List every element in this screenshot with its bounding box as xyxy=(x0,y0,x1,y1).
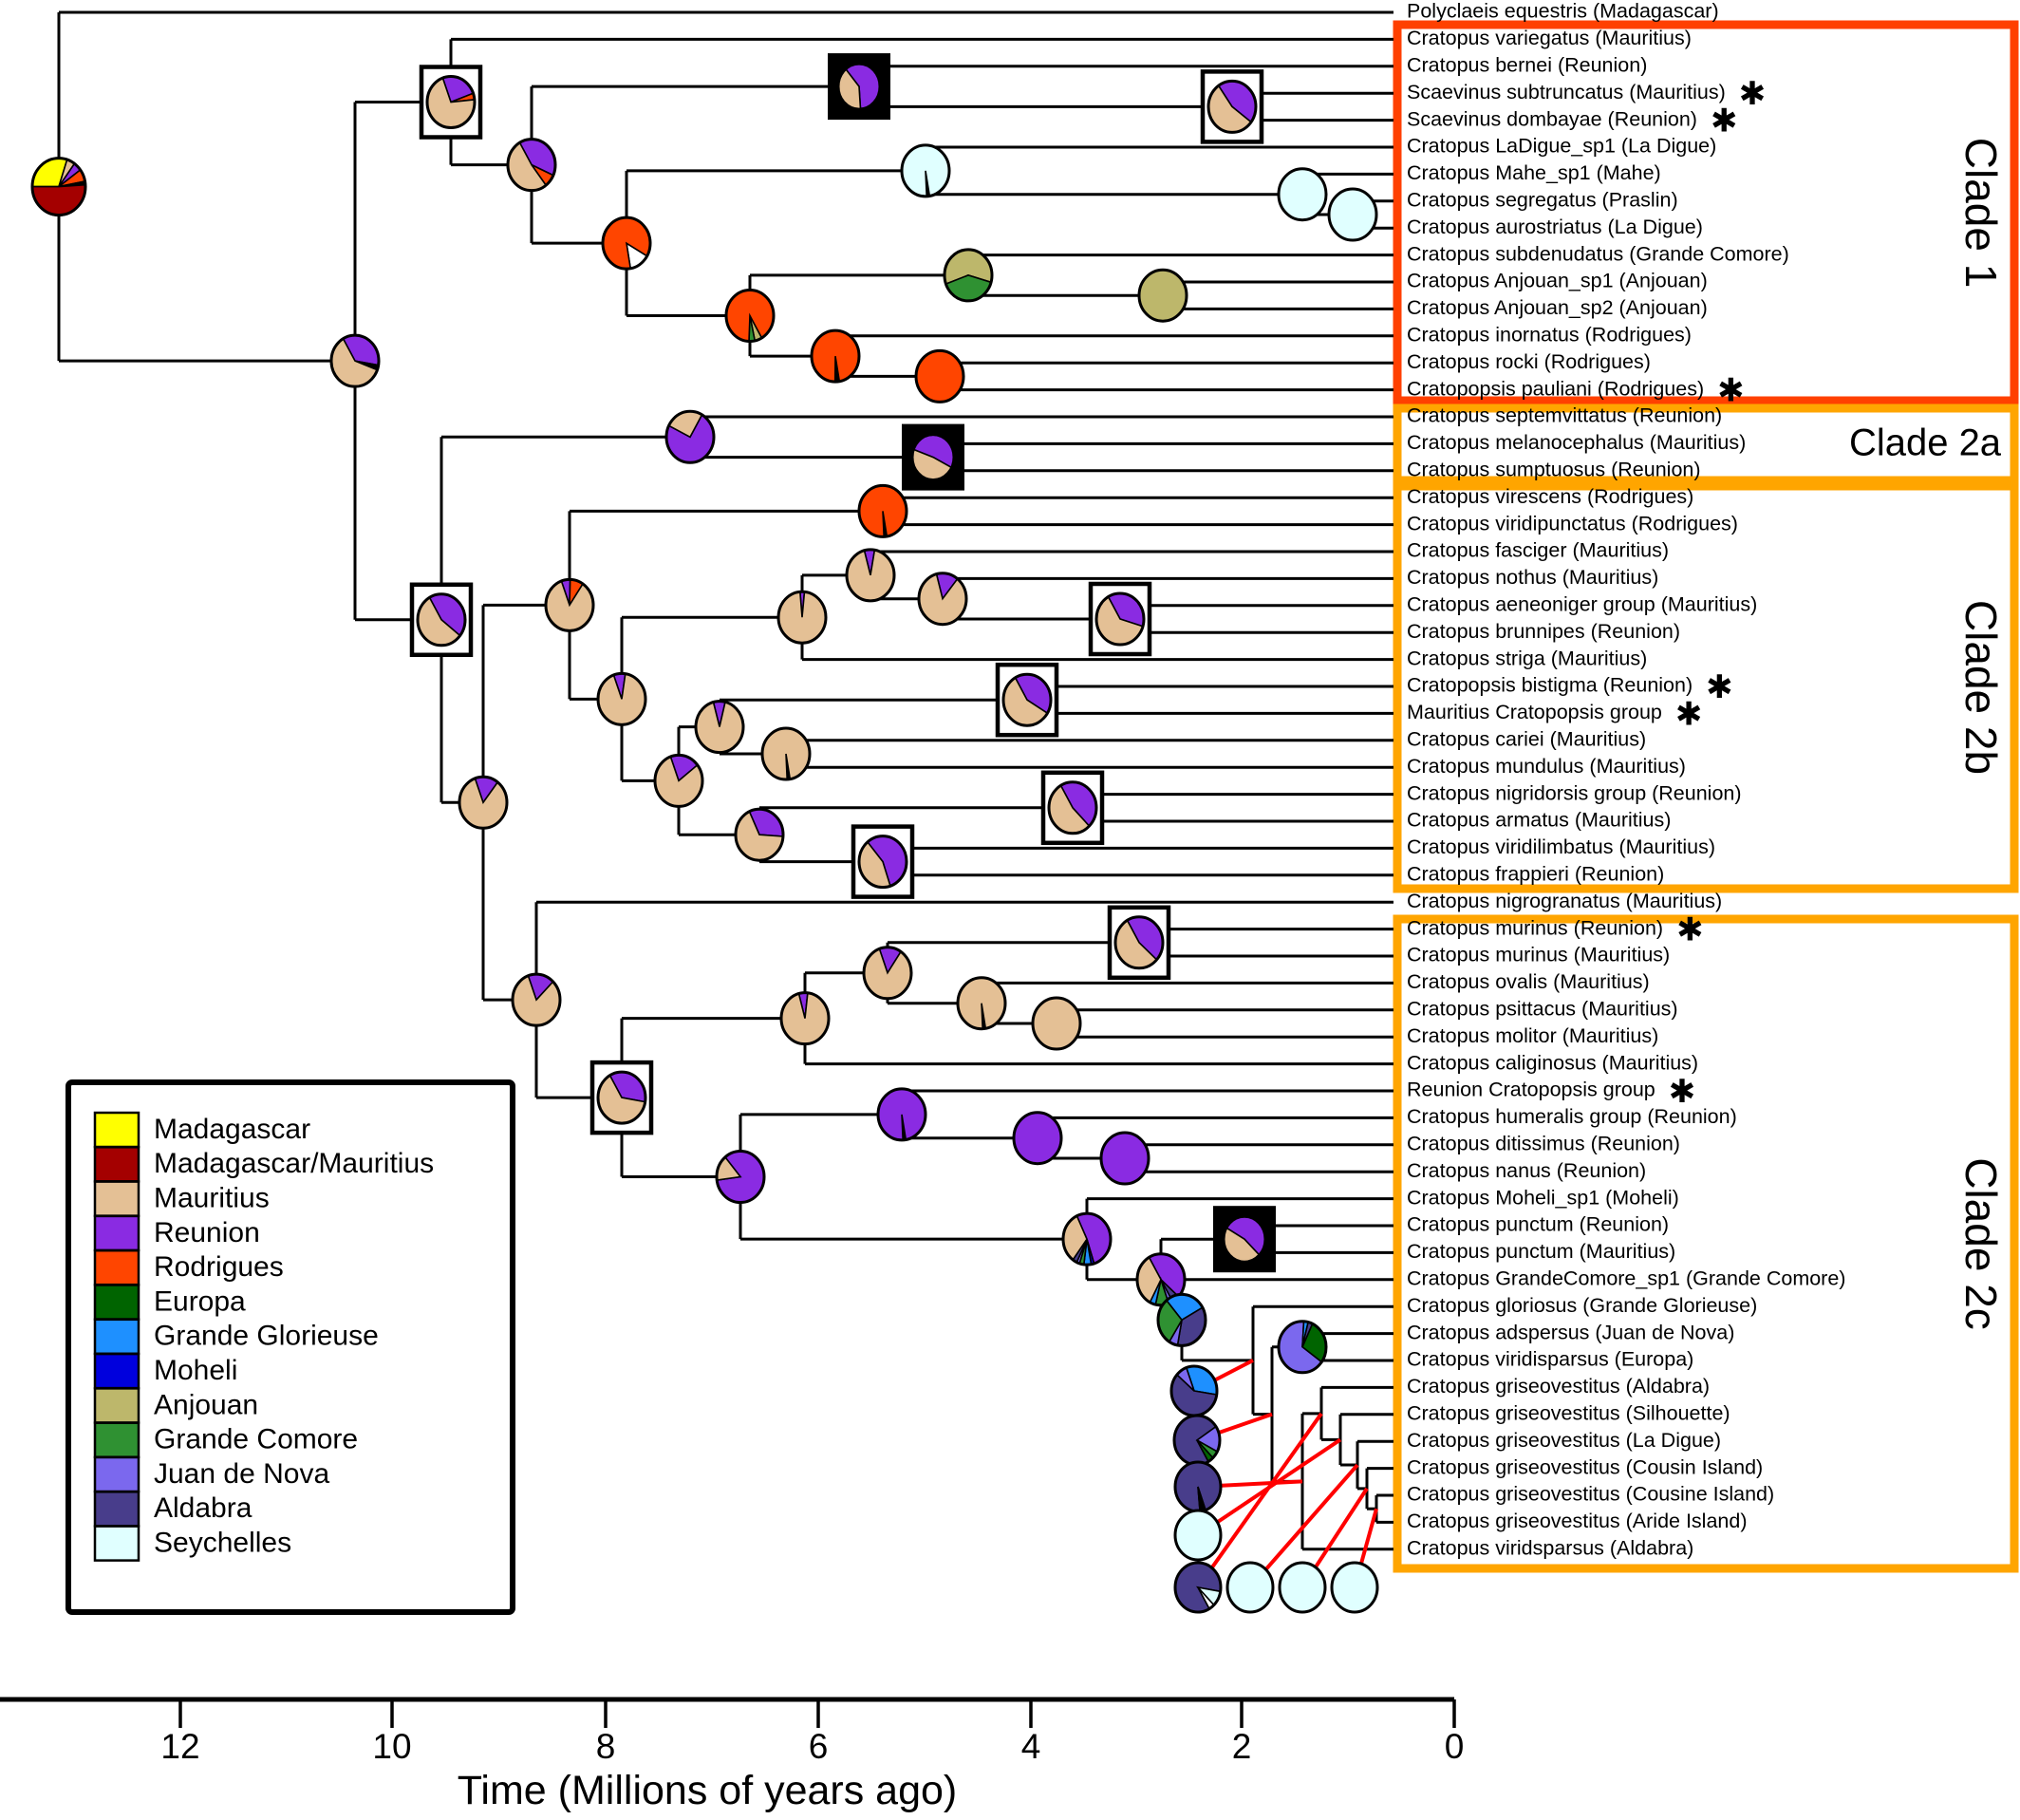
tip-label-t36: Cratopus ovalis (Mauritius) xyxy=(1407,970,1650,994)
clade-label: Clade 1 xyxy=(1955,137,2006,289)
legend-swatch-ye xyxy=(95,1113,139,1147)
node-pie-Xg2 xyxy=(1175,1510,1221,1560)
tip-label-t46: Cratopus punctum (Mauritius) xyxy=(1407,1240,1676,1264)
tip-label-t13: Cratopus rocki (Rodrigues) xyxy=(1407,349,1651,373)
tip-label-t4: Scaevinus dombayae (Reunion) xyxy=(1407,107,1697,131)
node-pie-NF xyxy=(1279,169,1326,220)
legend-swatch-gc xyxy=(95,1423,139,1457)
legend-swatch-mo xyxy=(95,1354,139,1388)
node-pie-root xyxy=(32,159,85,216)
tip-label-t10: Cratopus Anjouan_sp1 (Anjouan) xyxy=(1407,269,1708,292)
pie-connector-lines xyxy=(1194,1360,1376,1587)
tip-label-t19: Cratopus viridipunctatus (Rodrigues) xyxy=(1407,512,1738,535)
node-pie-NG-slice xyxy=(1329,189,1376,240)
tip-label-t6: Cratopus Mahe_sp1 (Mahe) xyxy=(1407,161,1661,185)
legend-swatch-ta xyxy=(95,1182,139,1216)
tip-label-t12: Cratopus inornatus (Rodrigues) xyxy=(1407,323,1692,347)
node-pie-nVir xyxy=(859,485,907,536)
axis-tick-label-10: 10 xyxy=(372,1727,412,1766)
tip-label-t25: Cratopopsis bistigma (Reunion) xyxy=(1407,673,1693,697)
node-pie-Xg4 xyxy=(1280,1563,1325,1612)
legend-swatch-mm xyxy=(95,1147,139,1181)
legend-swatch-an xyxy=(95,1388,139,1422)
asterisk-t3: ✱ xyxy=(1738,76,1767,113)
tip-label-t8: Cratopus aurostriatus (La Digue) xyxy=(1407,215,1703,238)
node-pie-NI xyxy=(726,291,774,342)
tip-label-t20: Cratopus fasciger (Mauritius) xyxy=(1407,538,1670,562)
tip-label-t32: Cratopus frappieri (Reunion) xyxy=(1407,862,1665,886)
tip-label-t30: Cratopus armatus (Mauritius) xyxy=(1407,808,1672,832)
tip-label-t34: Cratopus murinus (Reunion) xyxy=(1407,916,1664,940)
node-pie-N16 xyxy=(418,594,465,646)
clade-label: Clade 2b xyxy=(1955,599,2006,776)
node-pie-NK xyxy=(1139,270,1187,321)
tip-label-t27: Cratopus cariei (Mauritius) xyxy=(1407,727,1647,751)
legend-label: Grande Glorieuse xyxy=(154,1320,379,1352)
node-pie-X1 xyxy=(1279,1322,1326,1373)
node-pie-NK-slice xyxy=(1139,270,1187,321)
node-pie-W11 xyxy=(1158,1294,1206,1345)
tip-label-t44: Cratopus Moheli_sp1 (Moheli) xyxy=(1407,1186,1679,1210)
tip-label-t57: Cratopus viridsparsus (Aldabra) xyxy=(1407,1536,1694,1560)
tip-label-t45: Cratopus punctum (Reunion) xyxy=(1407,1212,1670,1236)
node-pie-NH xyxy=(603,217,650,269)
tip-label-t55: Cratopus griseovestitus (Cousine Island) xyxy=(1407,1482,1775,1506)
axis-tick-label-6: 6 xyxy=(808,1727,829,1766)
tip-label-t39: Cratopus caliginosus (Mauritius) xyxy=(1407,1051,1699,1075)
tip-label-t33: Cratopus nigrogranatus (Mauritius) xyxy=(1407,889,1723,912)
asterisk-t14: ✱ xyxy=(1717,372,1745,409)
tip-label-t28: Cratopus mundulus (Mauritius) xyxy=(1407,754,1686,778)
node-pie-NL xyxy=(812,330,859,382)
node-pie-ND xyxy=(1208,81,1256,132)
node-pie-W5 xyxy=(958,978,1005,1029)
asterisk-t34: ✱ xyxy=(1676,911,1704,948)
legend-swatch-gg xyxy=(95,1320,139,1354)
legend-label: Europa xyxy=(154,1285,246,1318)
tip-label-t7: Cratopus segregatus (Praslin) xyxy=(1407,188,1678,212)
asterisk-t25: ✱ xyxy=(1706,668,1733,705)
tip-label-t52: Cratopus griseovestitus (Silhouette) xyxy=(1407,1401,1730,1425)
tip-label-t35: Cratopus murinus (Mauritius) xyxy=(1407,943,1671,966)
node-pie-C3 xyxy=(1096,593,1144,645)
node-pie-nF xyxy=(736,809,783,860)
tip-label-t31: Cratopus viridilimbatus (Mauritius) xyxy=(1407,835,1715,859)
node-pie-mB xyxy=(1115,917,1163,968)
legend-label: Aldabra xyxy=(154,1492,252,1525)
axis-tick-label-2: 2 xyxy=(1231,1727,1252,1766)
legend-label: Reunion xyxy=(154,1216,260,1248)
node-pie-Xg2-slice xyxy=(1175,1510,1221,1560)
tip-label-t1: Cratopus variegatus (Mauritius) xyxy=(1407,27,1692,50)
node-pie-NA xyxy=(427,76,475,127)
tip-label-t41: Cratopus humeralis group (Reunion) xyxy=(1407,1105,1737,1129)
legend-swatch-ju xyxy=(95,1457,139,1492)
tip-label-t16: Cratopus melanocephalus (Mauritius) xyxy=(1407,431,1747,455)
tip-label-t53: Cratopus griseovestitus (La Digue) xyxy=(1407,1428,1722,1452)
node-pie-N19 xyxy=(666,411,714,462)
axis-tick-label-0: 0 xyxy=(1444,1727,1465,1766)
node-pie-NM-slice xyxy=(916,350,963,402)
legend-label: Madagascar/Mauritius xyxy=(154,1148,435,1180)
legend-swatch-se xyxy=(95,1527,139,1561)
node-pie-W5b xyxy=(1033,998,1080,1049)
node-pie-T4 xyxy=(1003,674,1051,725)
node-pie-Xg3 xyxy=(1227,1563,1273,1612)
node-pie-W4 xyxy=(864,948,911,999)
node-pie-NB xyxy=(508,140,555,191)
node-pie-Xg5 xyxy=(1332,1563,1377,1612)
tip-label-t5: Cratopus LaDigue_sp1 (La Digue) xyxy=(1407,134,1717,158)
legend xyxy=(68,1082,513,1612)
tip-label-t14: Cratopopsis pauliani (Rodrigues) xyxy=(1407,377,1705,401)
tip-label-t49: Cratopus adspersus (Juan de Nova) xyxy=(1407,1321,1735,1344)
legend-swatch-ro xyxy=(95,1250,139,1285)
tip-label-t24: Cratopus striga (Mauritius) xyxy=(1407,647,1648,670)
asterisk-t26: ✱ xyxy=(1674,696,1703,733)
node-pie-T8 xyxy=(859,836,907,888)
node-pie-Xg4-slice xyxy=(1280,1563,1325,1612)
tip-label-t11: Cratopus Anjouan_sp2 (Anjouan) xyxy=(1407,296,1708,320)
node-pie-NE xyxy=(902,145,949,197)
clade-label: Clade 2a xyxy=(1848,422,2002,464)
tip-label-t42: Cratopus ditissimus (Reunion) xyxy=(1407,1132,1680,1155)
tip-label-t23: Cratopus brunnipes (Reunion) xyxy=(1407,619,1681,643)
tip-label-t38: Cratopus molitor (Mauritius) xyxy=(1407,1023,1659,1047)
node-pie-NM xyxy=(916,350,963,402)
node-pie-NC xyxy=(838,64,880,109)
node-pie-V1 xyxy=(459,777,507,828)
tip-label-t21: Cratopus nothus (Mauritius) xyxy=(1407,566,1659,590)
node-pie-W0 xyxy=(513,974,560,1025)
time-axis xyxy=(0,1699,1464,1813)
node-pie-T0 xyxy=(778,591,826,643)
node-pie-NF-slice xyxy=(1279,169,1326,220)
tip-label-t51: Cratopus griseovestitus (Aldabra) xyxy=(1407,1375,1711,1398)
node-pie-W8 xyxy=(1101,1133,1149,1184)
node-pie-X0 xyxy=(1171,1366,1217,1416)
node-pie-Xg3-slice xyxy=(1227,1563,1273,1612)
node-pie-W7-slice xyxy=(1014,1113,1061,1164)
node-pie-pB xyxy=(1224,1216,1265,1262)
legend-swatch-pu xyxy=(95,1216,139,1250)
tip-label-t3: Scaevinus subtruncatus (Mauritius) xyxy=(1407,80,1726,103)
asterisk-t40: ✱ xyxy=(1668,1073,1696,1110)
node-pie-W1 xyxy=(598,1072,645,1123)
tip-label-t15: Cratopus septemvittatus (Reunion) xyxy=(1407,403,1723,427)
node-pie-N20 xyxy=(912,435,954,481)
tip-label-t18: Cratopus virescens (Rodrigues) xyxy=(1407,484,1694,508)
node-pie-W9 xyxy=(1063,1213,1111,1265)
node-pie-W2 xyxy=(781,993,829,1044)
legend-label: Grande Comore xyxy=(154,1423,359,1455)
node-pie-T7 xyxy=(1049,782,1096,834)
node-pie-root-slice-mm xyxy=(32,185,85,216)
tip-label-t0: Polyclaeis equestris (Madagascar) xyxy=(1407,0,1719,23)
node-pie-W6 xyxy=(878,1089,926,1140)
tip-label-t26: Mauritius Cratopopsis group xyxy=(1407,701,1662,724)
tip-label-t50: Cratopus viridisparsus (Europa) xyxy=(1407,1347,1694,1371)
tip-label-t48: Cratopus gloriosus (Grande Glorieuse) xyxy=(1407,1293,1758,1317)
legend-label: Anjouan xyxy=(154,1389,259,1421)
tip-label-t2: Cratopus bernei (Reunion) xyxy=(1407,53,1648,77)
tip-label-t17: Cratopus sumptuosus (Reunion) xyxy=(1407,458,1701,481)
node-pie-Xg1 xyxy=(1175,1563,1221,1612)
axis-tick-label-12: 12 xyxy=(160,1727,200,1766)
node-pie-NJ xyxy=(945,250,992,301)
node-pie-W8-slice xyxy=(1101,1133,1149,1184)
axis-tick-label-4: 4 xyxy=(1020,1727,1041,1766)
tip-label-t22: Cratopus aeneoniger group (Mauritius) xyxy=(1407,592,1758,616)
node-pie-C2 xyxy=(919,573,966,625)
node-pie-Xg5-slice xyxy=(1332,1563,1377,1612)
tip-label-t47: Cratopus GrandeComore_sp1 (Grande Comore) xyxy=(1407,1266,1846,1290)
clade-label: Clade 2c xyxy=(1955,1157,2006,1330)
asterisk-t4: ✱ xyxy=(1710,103,1738,140)
legend-label: Mauritius xyxy=(154,1182,270,1214)
node-pie-X2 xyxy=(1174,1416,1220,1465)
node-pie-C1 xyxy=(847,550,894,601)
legend-label: Rodrigues xyxy=(154,1251,284,1284)
legend-label: Juan de Nova xyxy=(154,1457,330,1490)
tip-labels xyxy=(1407,0,1845,1559)
axis-tick-label-8: 8 xyxy=(595,1727,616,1766)
node-pie-W7 xyxy=(1014,1113,1061,1164)
node-pie-W5b-slice xyxy=(1033,998,1080,1049)
node-pie-N2 xyxy=(331,335,379,386)
node-pie-nE xyxy=(696,702,743,753)
node-pie-n2b xyxy=(546,579,593,630)
legend-swatch-eu xyxy=(95,1285,139,1320)
node-pie-NG xyxy=(1329,189,1376,240)
tip-label-t43: Cratopus nanus (Reunion) xyxy=(1407,1158,1647,1182)
legend-label: Moheli xyxy=(154,1355,238,1387)
legend-label: Seychelles xyxy=(154,1527,292,1559)
legend-label: Madagascar xyxy=(154,1113,311,1145)
tip-label-t54: Cratopus griseovestitus (Cousin Island) xyxy=(1407,1455,1764,1479)
tip-label-t56: Cratopus griseovestitus (Aride Island) xyxy=(1407,1510,1748,1533)
axis-title: Time (Millions of years ago) xyxy=(457,1768,958,1813)
node-pie-Xg xyxy=(1175,1462,1221,1511)
node-pie-W3 xyxy=(717,1151,764,1202)
tip-label-t9: Cratopus subdenudatus (Grande Comore) xyxy=(1407,242,1789,266)
legend-swatch-al xyxy=(95,1492,139,1526)
tip-label-t37: Cratopus psittacus (Mauritius) xyxy=(1407,997,1678,1021)
node-pie-nD xyxy=(655,755,702,806)
tip-label-t40: Reunion Cratopopsis group xyxy=(1407,1078,1655,1101)
tip-label-t29: Cratopus nigridorsis group (Reunion) xyxy=(1407,781,1742,805)
node-pie-nB xyxy=(598,673,645,724)
node-pie-T5 xyxy=(762,728,810,779)
